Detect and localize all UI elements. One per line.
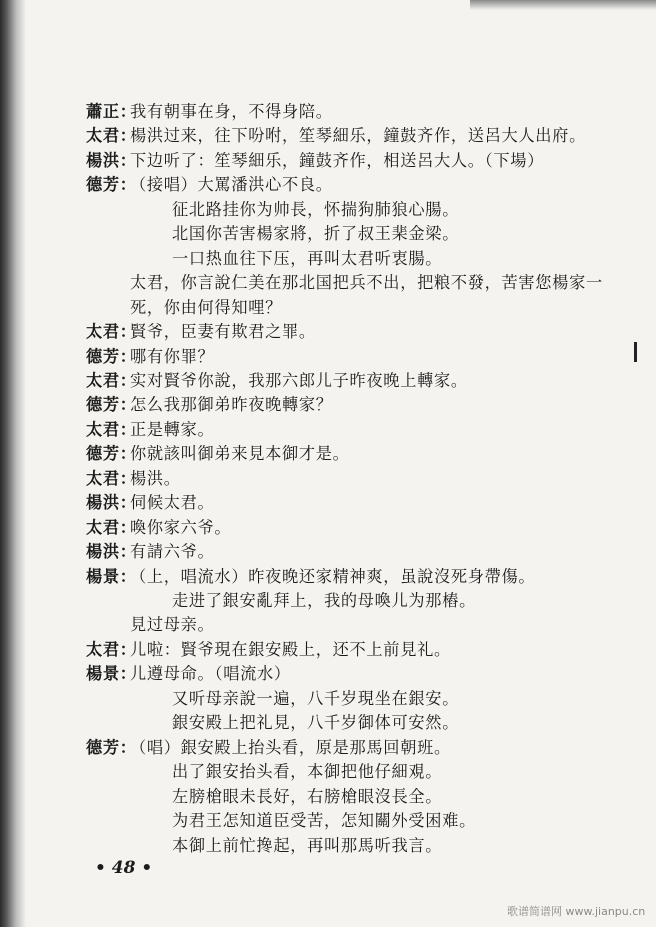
dialogue-text: 实对賢爷你說，我那六郎儿子昨夜晚上轉家。 <box>130 370 468 390</box>
verse-line <box>0 760 640 784</box>
dialogue-text: 你就該叫御弟来見本御才是。 <box>130 444 350 464</box>
page-top-edge-shadow <box>470 0 656 10</box>
continuation-text: 太君，你言說仁美在那北国把兵不出，把粮不發，苦害您楊家一 <box>130 273 603 293</box>
dialogue-text: 怎么我那御弟昨夜晚轉家？ <box>130 395 333 415</box>
verse-text: 征北路挂你为帅長，怀揣狗肺狼心腸。 <box>172 199 460 219</box>
verse-text: 走进了銀安亂拜上，我的母喚儿为那樁。 <box>172 591 476 610</box>
continuation-line <box>0 613 640 637</box>
dialogue-text: 喚你家六爷。 <box>130 517 232 537</box>
continuation-line <box>0 271 640 295</box>
dialogue-text: 儿啦：賢爷現在銀安殿上，还不上前見礼。 <box>130 639 451 659</box>
dialogue-text: 儿遵母命。（唱流水） <box>130 664 291 684</box>
dialogue-text: 正是轉家。 <box>130 419 215 439</box>
dialogue-line <box>0 467 640 491</box>
dialogue-text: （唱）銀安殿上抬头看，原是那馬回朝班。 <box>130 737 451 757</box>
dialogue-line <box>0 442 640 466</box>
continuation-text: 死，你由何得知哩？ <box>130 297 282 317</box>
site-watermark: 歌谱简谱网 www.jianpu.cn <box>507 905 646 918</box>
speaker-name: 太君： <box>86 468 137 488</box>
dialogue-text: （接唱）大罵潘洪心不良。 <box>130 175 333 195</box>
dialogue-line <box>0 662 640 686</box>
speaker-name: 楊洪： <box>86 542 137 562</box>
speaker-name: 太君： <box>86 370 137 390</box>
verse-text: 出了銀安抬头看，本御把他仔細覌。 <box>172 762 443 782</box>
dialogue-line <box>0 736 640 760</box>
continuation-line <box>0 296 640 320</box>
speaker-name: 蕭正： <box>86 102 137 121</box>
verse-text: 左膀槍眼未長好，右膀槍眼沒長全。 <box>172 786 443 806</box>
speaker-name: 德芳： <box>86 395 137 415</box>
speaker-name: 太君： <box>86 126 137 146</box>
dialogue-text: 楊洪。 <box>130 468 181 488</box>
dialogue-line <box>0 100 640 124</box>
speaker-name: 太君： <box>86 322 137 342</box>
speaker-name: 太君： <box>86 639 137 659</box>
dialogue-line <box>0 173 640 197</box>
speaker-name: 楊景： <box>86 664 137 684</box>
dialogue-text: 賢爷，臣妻有欺君之罪。 <box>130 322 316 342</box>
verse-line <box>0 711 640 735</box>
verse-line <box>0 198 640 222</box>
dialogue-line <box>0 369 640 393</box>
dialogue-text: 哪有你罪？ <box>130 346 215 366</box>
verse-line <box>0 222 640 246</box>
speaker-name: 太君： <box>86 419 137 439</box>
verse-text: 一口热血往下压，再叫太君听衷腸。 <box>172 248 443 268</box>
verse-text: 又听母亲說一遍，八千岁現坐在銀安。 <box>172 688 460 708</box>
dialogue-text: 伺候太君。 <box>130 493 215 513</box>
verse-text: 为君王怎知道臣受苦，怎知關外受困难。 <box>172 811 476 831</box>
dialogue-line <box>0 491 640 515</box>
verse-line <box>0 785 640 809</box>
verse-text: 本御上前忙搀起，再叫那馬听我言。 <box>172 835 443 855</box>
dialogue-line <box>0 516 640 540</box>
speaker-name: 德芳： <box>86 175 137 195</box>
verse-text: 銀安殿上把礼見，八千岁御体可安然。 <box>172 713 460 733</box>
dialogue-text: 我有朝事在身，不得身陪。 <box>130 102 333 121</box>
speaker-name: 太君： <box>86 517 137 537</box>
page-number: • 48 • <box>95 858 153 878</box>
speaker-name: 楊洪： <box>86 493 137 513</box>
dialogue-line <box>0 565 640 589</box>
verse-line <box>0 247 640 271</box>
dialogue-text: 下边听了：笙琴細乐，鐘鼓齐作，相送呂大人。（下場） <box>130 150 545 170</box>
verse-line <box>0 589 640 613</box>
dialogue-line <box>0 540 640 564</box>
speaker-name: 德芳： <box>86 346 137 366</box>
continuation-text: 見过母亲。 <box>130 615 215 635</box>
speaker-name: 德芳： <box>86 444 137 464</box>
dialogue-line <box>0 345 640 369</box>
dialogue-line <box>0 320 640 344</box>
verse-line <box>0 687 640 711</box>
verse-line <box>0 834 640 858</box>
dialogue-line <box>0 393 640 417</box>
dialogue-line <box>0 638 640 662</box>
verse-text: 北国你苦害楊家將，折了叔王棐金梁。 <box>172 224 460 244</box>
dialogue-text: （上，唱流水）昨夜晚还家精神爽，虽說沒死身帶傷。 <box>130 566 536 586</box>
dialogue-text: 有請六爷。 <box>130 542 215 562</box>
dialogue-text: 楊洪过来，往下吩咐，笙琴細乐，鐘鼓齐作，送呂大人出府。 <box>130 126 586 146</box>
dialogue-line <box>0 418 640 442</box>
verse-line <box>0 809 640 833</box>
speaker-name: 楊洪： <box>86 150 137 170</box>
speaker-name: 德芳： <box>86 737 137 757</box>
dialogue-line <box>0 149 640 173</box>
speaker-name: 楊景： <box>86 566 137 586</box>
dialogue-line <box>0 124 640 148</box>
